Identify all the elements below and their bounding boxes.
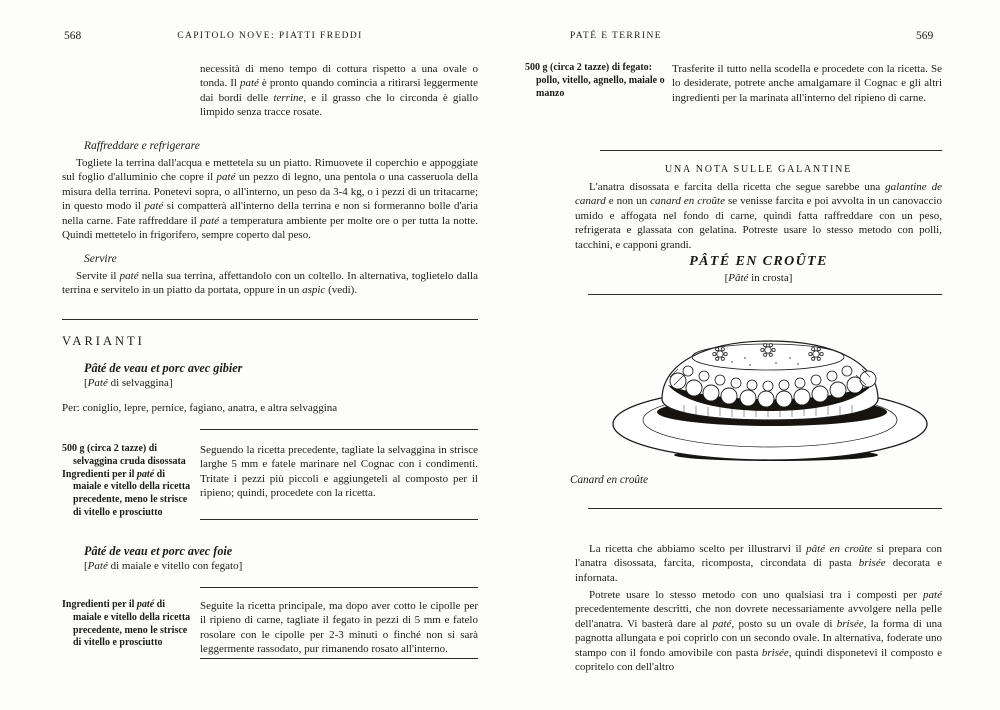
divider-rule [200, 587, 478, 588]
galantine-note-paragraph: L'anatra disossata e farcita della ricetta che segue sarebbe una galantine de canard e non un canard en croûte se venisse farcita e poi avvolta in un canovaccio umido e affogata nel fondo di carne, quindi fatta raffreddare con un peso, refrigerata e glassata con gelatina. Potreste usare lo stesso metodo con polli, tacchini, e capponi grandi. [575, 181, 942, 251]
right-page-number: 569 [916, 30, 934, 42]
variant-gibier-title: Pâté de veau et porc avec gibier [84, 361, 243, 375]
variants-heading: VARIANTI [62, 334, 145, 348]
variant-foie-subtitle: [Paté di maiale e vitello con fegato] [84, 560, 243, 572]
liver-instructions: Trasferite il tutto nella scodella e procedete con la ricetta. Se lo desiderate, potrete anche amalgamare il Cognac e gli altri ingredienti per la marinata all'interno del ripieno di carne. [672, 63, 942, 104]
divider-rule [200, 519, 478, 520]
divider-rule [62, 319, 478, 320]
divider-rule [588, 294, 942, 295]
illustration-caption: Canard en croûte [570, 474, 649, 486]
variant-gibier-instructions: Seguendo la ricetta precedente, tagliate la selvaggina in strisce larghe 5 mm e fatele marinare nel Cognac con i condimenti. Tritate i pezzi più piccoli e aggiungeteli al composto per il ripieno; quindi, procedete con la ricetta. [200, 444, 478, 500]
right-running-head: PATÉ E TERRINE [570, 31, 662, 41]
divider-rule [200, 429, 478, 430]
divider-rule [588, 508, 942, 509]
variant-gibier-ingredients [62, 443, 194, 520]
ingredient-item: Ingredienti per il paté di maiale e vitello della ricetta precedente, meno le strisce di vitello e prosciutto [62, 468, 191, 518]
cooling-paragraph: Togliete la terrina dall'acqua e mettetela su un piatto. Rimuovete il coperchio e appoggiate sul foglio d'alluminio che copre il paté un pezzo di legno, una pentola o una casseruola della misura della terrina. Ponetevi sopra, o all'interno, un peso da 3-4 kg, o i pezzi di un tritacarne; in questo modo il paté si compatterà all'interno della terrina e non si formeranno bolle d'aria nella carne. Fate raffreddare il paté a temperatura ambiente per molte ore o per tutta la notte. Quindi mettetelo in frigorifero, sempre coperto dal peso. [62, 157, 479, 242]
canard-en-croute-illustration [600, 299, 940, 471]
liver-ingredients [525, 62, 667, 100]
left-running-head: CAPITOLO NOVE: PIATTI FREDDI [177, 31, 363, 41]
divider-rule [200, 658, 478, 659]
variant-gibier-subtitle: [Paté di selvaggina] [84, 377, 173, 389]
ingredient-item: 500 g (circa 2 tazze) di selvaggina cruda disossata [62, 443, 186, 467]
variant-foie-title: Pâté de veau et porc avec foie [84, 544, 233, 558]
variant-foie-instructions: Seguite la ricetta principale, ma dopo aver cotto le cipolle per il ripieno di carne, tagliate il fegato in pezzi di 5 mm e fatelo rosolare con le cipolle per 2-3 minuti o finché non si sarà leggermente rassodato, pur rimanendo rosato all'interno. [200, 600, 478, 656]
pate-en-croute-title: PÂTÉ EN CROÛTE [689, 254, 828, 269]
serving-section-heading: Servire [84, 253, 117, 265]
variant-foie-ingredients [62, 599, 194, 650]
pate-en-croute-subtitle: [Pâté in crosta] [724, 272, 793, 284]
intro-continuation-paragraph: necessità di meno tempo di cottura rispetto a una ovale o tonda. Il paté è pronto quando comincia a ritirarsi leggermente dai bordi delle terrine, e il grasso che lo circonda è giallo limpido senza tracce rosate. [200, 63, 478, 119]
left-page-number: 568 [64, 30, 82, 42]
croute-intro-paragraph: La ricetta che abbiamo scelto per illustrarvi il pâté en croûte si prepara con l'anatra disossata, farcita, ricomposta, circondata di pasta brisée decorata e infornata. [575, 543, 943, 584]
galantine-note-heading: UNA NOTA SULLE GALANTINE [664, 164, 853, 175]
serving-paragraph: Servite il paté nella sua terrina, affettandolo con un coltello. In alternativa, toglietelo dalla terrina e servitelo in un piatto da portata, oppure in un aspic (vedi). [62, 270, 478, 297]
divider-rule [600, 150, 942, 151]
ingredient-item: Ingredienti per il paté di maiale e vitello della ricetta precedente, meno le strisce di vitello e prosciutto [62, 599, 191, 649]
cooling-section-heading: Raffreddare e refrigerare [84, 140, 200, 152]
croute-method-paragraph: Potrete usare lo stesso metodo con uno qualsiasi tra i composti per paté precedentemente descritti, che non dovrete necessariamente avvolgere nella pelle dell'anatra. Vi basterà dare al paté, posto su un ovale di brisée, la forma di una pagnotta allungata e poi coprirlo con un secondo ovale. In alternativa, foderate uno stampo con il fondo amovibile con pasta brisée, quindi disponetevi il composto e copritelo con dell'altro [575, 589, 942, 674]
ingredient-item: 500 g (circa 2 tazze) di fegato: pollo, vitello, agnello, maiale o manzo [525, 62, 665, 99]
variant-gibier-for-line: Per: coniglio, lepre, pernice, fagiano, anatra, e altra selvaggina [62, 402, 338, 414]
